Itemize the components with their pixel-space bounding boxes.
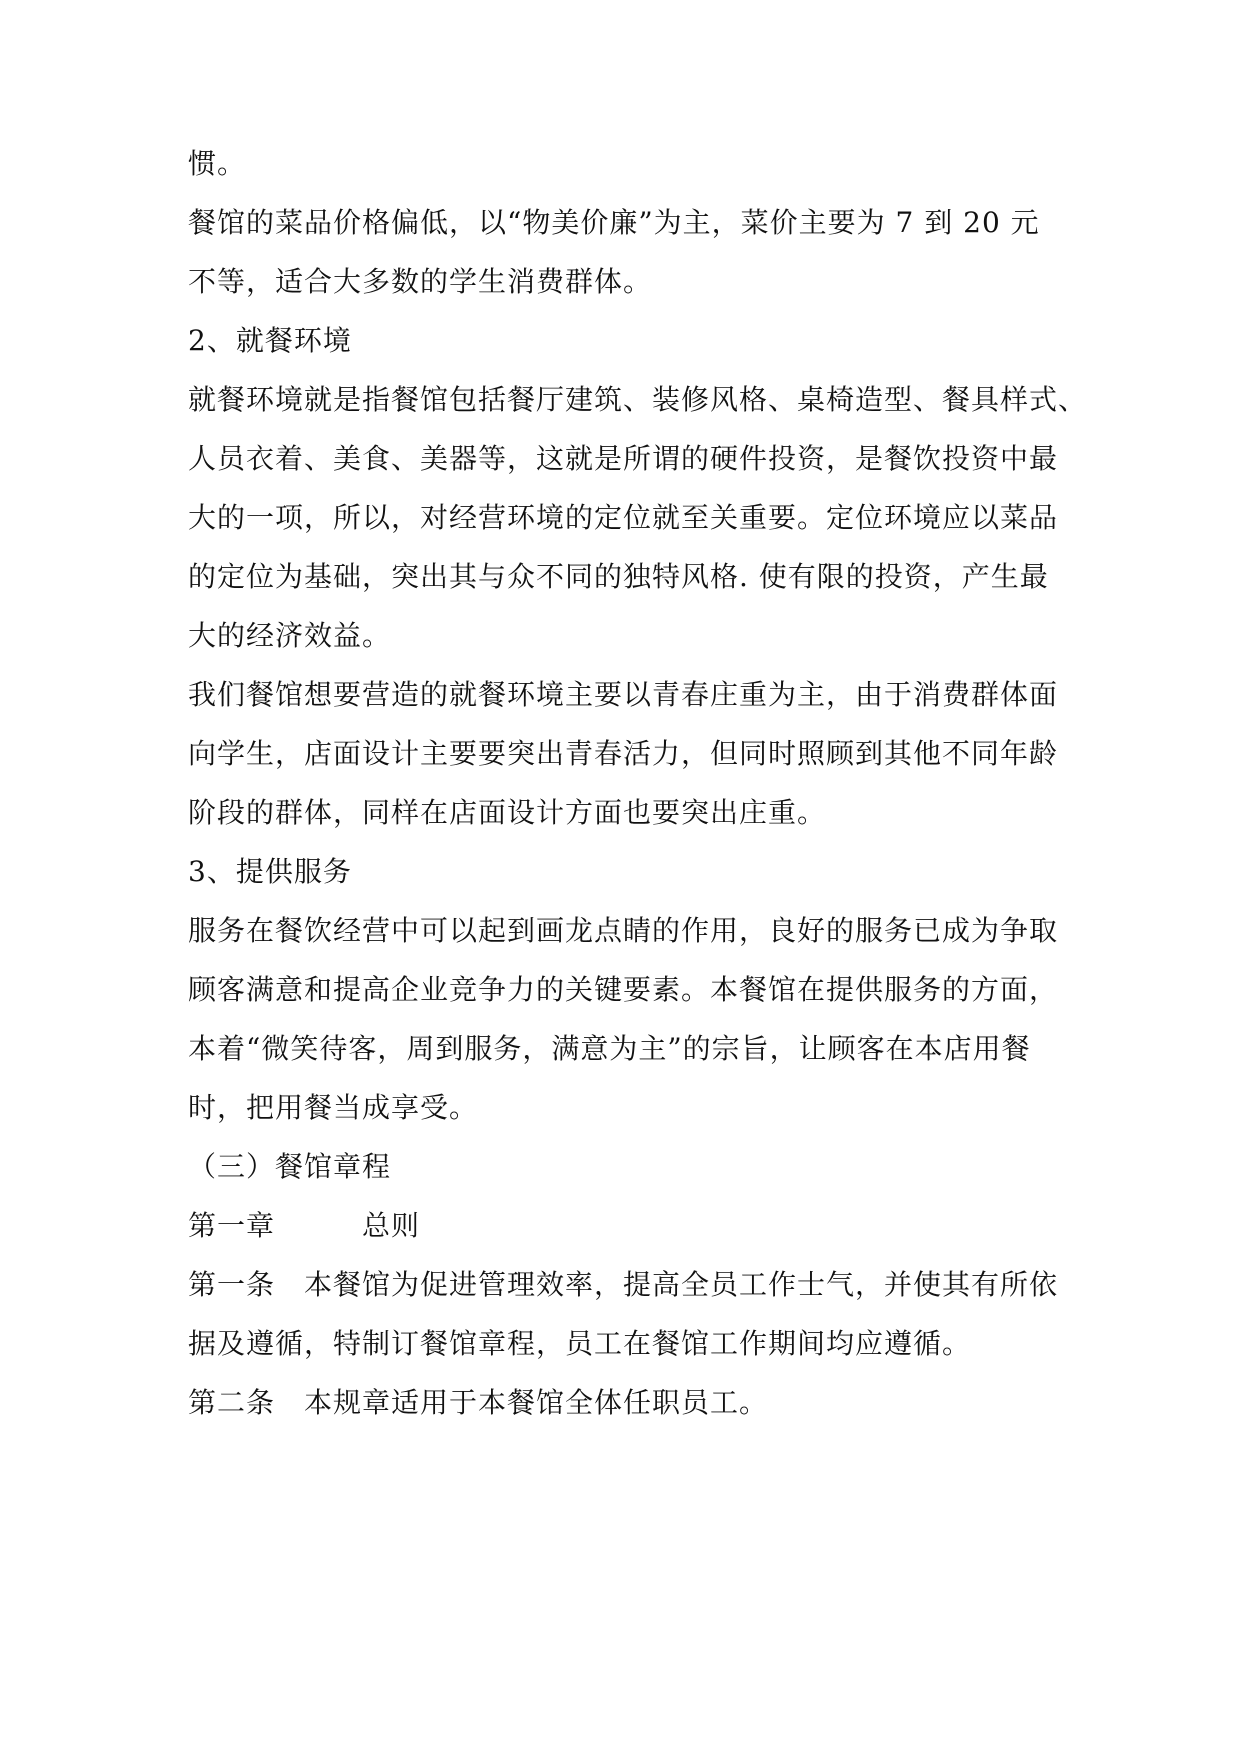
text-line: 就餐环境就是指餐馆包括餐厅建筑、装修风格、桌椅造型、餐具样式、 bbox=[188, 383, 1088, 416]
text-line: 餐馆的菜品价格偏低，以“物美价廉”为主，菜价主要为 7 到 20 元 bbox=[188, 206, 1040, 239]
text-line: 大的一项，所以，对经营环境的定位就至关重要。定位环境应以菜品 bbox=[188, 501, 1059, 534]
text-line: 据及遵循，特制订餐馆章程，员工在餐馆工作期间均应遵循。 bbox=[188, 1327, 972, 1360]
text-line: 服务在餐饮经营中可以起到画龙点睛的作用，良好的服务已成为争取 bbox=[188, 914, 1059, 947]
section-heading: 2、就餐环境 bbox=[188, 324, 352, 357]
section-heading: （三）餐馆章程 bbox=[188, 1150, 392, 1183]
section-heading: 3、提供服务 bbox=[188, 855, 352, 888]
text-line: 第二条 本规章适用于本餐馆全体任职员工。 bbox=[188, 1386, 769, 1419]
text-line: 惯。 bbox=[188, 147, 247, 180]
text-line: 人员衣着、美食、美器等，这就是所谓的硬件投资，是餐饮投资中最 bbox=[188, 442, 1059, 475]
text-line: 大的经济效益。 bbox=[188, 619, 392, 652]
chapter-heading: 第一章 总则 bbox=[188, 1209, 421, 1242]
text-line: 本着“微笑待客，周到服务，满意为主”的宗旨，让顾客在本店用餐 bbox=[188, 1032, 1031, 1065]
text-line: 顾客满意和提高企业竞争力的关键要素。本餐馆在提供服务的方面， bbox=[188, 973, 1059, 1006]
text-line: 的定位为基础，突出其与众不同的独特风格. 使有限的投资，产生最 bbox=[188, 560, 1049, 593]
text-line: 阶段的群体，同样在店面设计方面也要突出庄重。 bbox=[188, 796, 827, 829]
text-line: 第一条 本餐馆为促进管理效率，提高全员工作士气，并使其有所依 bbox=[188, 1268, 1059, 1301]
text-line: 时，把用餐当成享受。 bbox=[188, 1091, 479, 1124]
text-line: 向学生，店面设计主要要突出青春活力，但同时照顾到其他不同年龄 bbox=[188, 737, 1059, 770]
text-line: 不等，适合大多数的学生消费群体。 bbox=[188, 265, 653, 298]
text-line: 我们餐馆想要营造的就餐环境主要以青春庄重为主，由于消费群体面 bbox=[188, 678, 1059, 711]
